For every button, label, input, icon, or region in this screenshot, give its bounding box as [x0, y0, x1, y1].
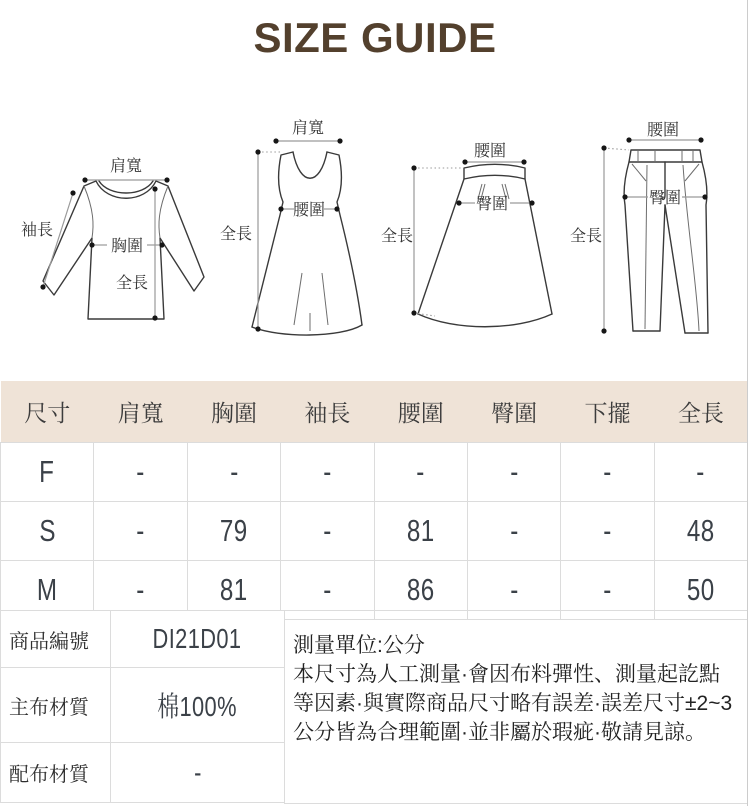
shoulder-width-label: 肩寬 — [291, 120, 325, 137]
column-header-hip: 臀圍 — [467, 381, 560, 443]
skirt-garment-diagram — [380, 105, 565, 345]
size-table — [0, 381, 748, 620]
top-garment-diagram — [10, 105, 205, 345]
measurement-disclaimer: 本尺寸為人工測量·會因布料彈性、測量起訖點等因素·與實際商品尺寸略有誤差·誤差尺寸±2~3公分皆為合理範圍·並非屬於瑕疵·敬請見諒。 — [293, 663, 733, 744]
lining-fabric-row — [1, 743, 285, 803]
column-header-shoulder: 肩寬 — [94, 381, 187, 443]
value-cell: - — [561, 561, 654, 620]
product-info-table — [0, 610, 285, 803]
dress-garment-diagram — [210, 105, 395, 345]
measurement-unit-line: 測量單位:公分 — [293, 634, 425, 657]
total-length-label: 全長 — [219, 226, 253, 243]
value-cell: 81 — [374, 502, 467, 561]
product-code-label: 商品編號 — [1, 611, 111, 668]
total-length-label: 全長 — [115, 275, 149, 292]
column-header-length: 全長 — [654, 381, 747, 443]
value-cell: - — [467, 502, 560, 561]
waist-width-label: 腰圍 — [646, 122, 680, 139]
value-cell: - — [467, 443, 560, 502]
lining-fabric-label: 配布材質 — [1, 743, 111, 803]
main-fabric-label: 主布材質 — [1, 668, 111, 743]
size-cell: M — [1, 561, 94, 620]
page-title: SIZE GUIDE — [253, 14, 497, 61]
total-length-label: 全長 — [569, 228, 603, 245]
waist-width-label: 腰圍 — [292, 202, 326, 219]
value-cell: - — [94, 443, 187, 502]
column-header-waist: 腰圍 — [374, 381, 467, 443]
value-cell: - — [374, 443, 467, 502]
value-cell: - — [281, 443, 374, 502]
table-row-size-f — [1, 443, 748, 502]
waist-width-label: 腰圍 — [473, 143, 507, 160]
column-header-hem: 下擺 — [561, 381, 654, 443]
value-cell: 81 — [187, 561, 280, 620]
value-cell: - — [94, 561, 187, 620]
sleeve-length-label: 袖長 — [20, 222, 54, 239]
main-fabric-row — [1, 668, 285, 743]
page-right-border — [747, 0, 748, 806]
hip-width-label: 臀圍 — [475, 196, 509, 213]
size-table-header-row — [1, 381, 748, 443]
value-cell: - — [467, 561, 560, 620]
value-cell: 79 — [187, 502, 280, 561]
value-cell: - — [281, 502, 374, 561]
table-row-size-s — [1, 502, 748, 561]
value-cell: - — [561, 443, 654, 502]
value-cell: 86 — [374, 561, 467, 620]
lining-fabric-value: - — [111, 743, 285, 803]
pants-garment-diagram — [565, 105, 750, 345]
value-cell: - — [187, 443, 280, 502]
value-cell: 50 — [654, 561, 747, 620]
shoulder-width-label: 肩寬 — [109, 158, 143, 175]
column-header-sleeve: 袖長 — [281, 381, 374, 443]
column-header-chest: 胸圍 — [187, 381, 280, 443]
size-cell: S — [1, 502, 94, 561]
value-cell: - — [654, 443, 747, 502]
total-length-label: 全長 — [380, 228, 414, 245]
product-code-value: DI21D01 — [111, 611, 285, 668]
hip-width-label: 臀圍 — [648, 190, 682, 207]
value-cell: - — [281, 561, 374, 620]
value-cell: - — [94, 502, 187, 561]
size-cell: F — [1, 443, 94, 502]
measurement-note — [284, 610, 748, 804]
product-code-row — [1, 611, 285, 668]
value-cell: - — [561, 502, 654, 561]
column-header-size: 尺寸 — [1, 381, 94, 443]
value-cell: 48 — [654, 502, 747, 561]
main-fabric-value: 棉100% — [111, 668, 285, 743]
chest-width-label: 胸圍 — [110, 238, 144, 255]
